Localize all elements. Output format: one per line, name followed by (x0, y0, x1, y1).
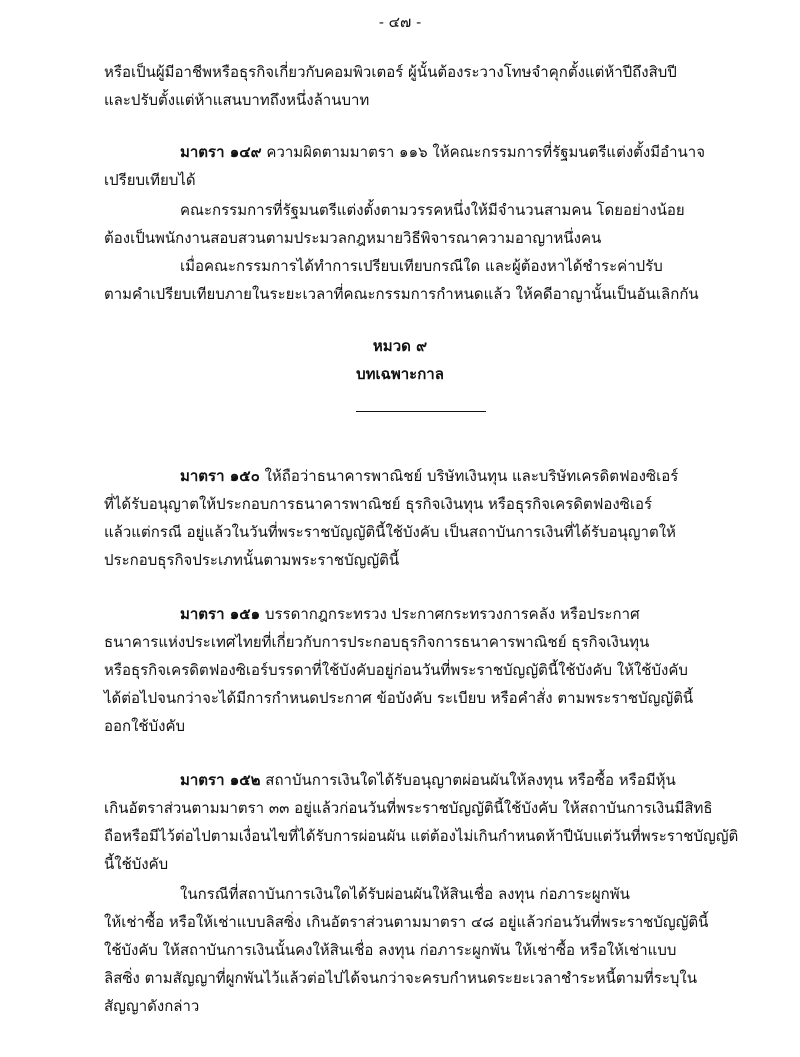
section-152 (180, 770, 676, 790)
chapter-title: หมวด ๙ (372, 337, 428, 355)
intro-line-2: และปรับตั้งแต่ห้าแสนบาทถึงหนึ่งล้านบาท (104, 91, 370, 109)
section-150-label: มาตรา ๑๕๐ (180, 467, 260, 485)
section-152-line-8: ลิสซิ่ง ตามสัญญาที่ผูกพันไว้แล้วต่อไปได้จนกว่าจะครบกำหนดระยะเวลาชำระหนี้ตามที่ระบุใน (104, 969, 698, 987)
section-151-line-2: ธนาคารแห่งประเทศไทยที่เกี่ยวกับการประกอบธุรกิจการธนาคารพาณิชย์ ธุรกิจเงินทุน (104, 633, 650, 651)
chapter-divider (356, 411, 486, 412)
section-152-line-9: สัญญาดังกล่าว (104, 997, 200, 1015)
section-149-line-6: ตามคำเปรียบเทียบภายในระยะเวลาที่คณะกรรมการกำหนดแล้ว ให้คดีอาญานั้นเป็นอันเลิกกัน (104, 285, 699, 303)
section-152-line-7: ใช้บังคับ ให้สถาบันการเงินนั้นคงให้สินเชื่อ ลงทุน ก่อภาระผูกพัน ให้เช่าซื้อ หรือให้เช่าแบบ (104, 941, 677, 959)
section-152-text: สถาบันการเงินใดได้รับอนุญาตผ่อนผันให้ลงทุน หรือซื้อ หรือมีหุ้น (265, 771, 676, 789)
section-149-line-5: เมื่อคณะกรรมการได้ทำการเปรียบเทียบกรณีใด และผู้ต้องหาได้ชำระค่าปรับ (180, 257, 663, 275)
section-152-line-2: เกินอัตราส่วนตามมาตรา ๓๓ อยู่แล้วก่อนวันที่พระราชบัญญัตินี้ใช้บังคับ ให้สถาบันการเงินมีสิทธิ (104, 799, 713, 817)
section-149-line-4: ต้องเป็นพนักงานสอบสวนตามประมวลกฎหมายวิธีพิจารณาความอาญาหนึ่งคน (104, 229, 602, 247)
section-151-line-3: หรือธุรกิจเครดิตฟองซิเอร์บรรดาที่ใช้บังคับอยู่ก่อนวันที่พระราชบัญญัตินี้ใช้บังคับ ให้ใช้บังคับ (104, 661, 688, 679)
section-152-line-4: นี้ใช้บังคับ (104, 855, 169, 873)
page-number: - ๔๗ - (378, 13, 422, 31)
section-149-label: มาตรา ๑๔๙ (180, 143, 262, 161)
section-151-line-4: ได้ต่อไปจนกว่าจะได้มีการกำหนดประกาศ ข้อบังคับ ระเบียบ หรือคำสั่ง ตามพระราชบัญญัตินี้ (104, 689, 694, 707)
section-152-label: มาตรา ๑๕๒ (180, 771, 261, 789)
section-152-line-5: ในกรณีที่สถาบันการเงินใดได้รับผ่อนผันให้สินเชื่อ ลงทุน ก่อภาระผูกพัน (180, 885, 630, 903)
chapter-subtitle: บทเฉพาะกาล (356, 365, 444, 383)
section-149-line-3: คณะกรรมการที่รัฐมนตรีแต่งตั้งตามวรรคหนึ่งให้มีจำนวนสามคน โดยอย่างน้อย (180, 201, 685, 219)
section-152-line-3: ถือหรือมีไว้ต่อไปตามเงื่อนไขที่ได้รับการผ่อนผัน แต่ต้องไม่เกินกำหนดห้าปีนับแต่วันที่พระราชบัญญัติ (104, 827, 739, 845)
section-149 (180, 142, 705, 162)
section-150-line-4: ประกอบธุรกิจประเภทนั้นตามพระราชบัญญัตินี้ (104, 551, 400, 569)
intro-line-1: หรือเป็นผู้มีอาชีพหรือธุรกิจเกี่ยวกับคอมพิวเตอร์ ผู้นั้นต้องระวางโทษจำคุกตั้งแต่ห้าปีถึงสิบปี (104, 63, 677, 81)
section-150 (180, 466, 678, 486)
section-151-text: บรรดากฎกระทรวง ประกาศกระทรวงการคลัง หรือประกาศ (264, 605, 640, 623)
section-150-line-2: ที่ได้รับอนุญาตให้ประกอบการธนาคารพาณิชย์ ธุรกิจเงินทุน หรือธุรกิจเครดิตฟองซิเอร์ (104, 495, 653, 513)
section-151 (180, 604, 640, 624)
section-151-line-5: ออกใช้บังคับ (104, 717, 186, 735)
section-152-line-6: ให้เช่าซื้อ หรือให้เช่าแบบลิสซิ่ง เกินอัตราส่วนตามมาตรา ๔๘ อยู่แล้วก่อนวันที่พระราชบัญญัตินี้ (104, 913, 709, 931)
section-149-text: ความผิดตามมาตรา ๑๑๖ ให้คณะกรรมการที่รัฐมนตรีแต่งตั้งมีอำนาจ (266, 143, 705, 161)
section-151-label: มาตรา ๑๕๑ (180, 605, 261, 623)
section-150-text: ให้ถือว่าธนาคารพาณิชย์ บริษัทเงินทุน และบริษัทเครดิตฟองซิเอร์ (264, 467, 679, 485)
section-150-line-3: แล้วแต่กรณี อยู่แล้วในวันที่พระราชบัญญัตินี้ใช้บังคับ เป็นสถาบันการเงินที่ได้รับอนุญาตให้ (104, 523, 676, 541)
section-149-line-2: เปรียบเทียบได้ (104, 171, 196, 189)
